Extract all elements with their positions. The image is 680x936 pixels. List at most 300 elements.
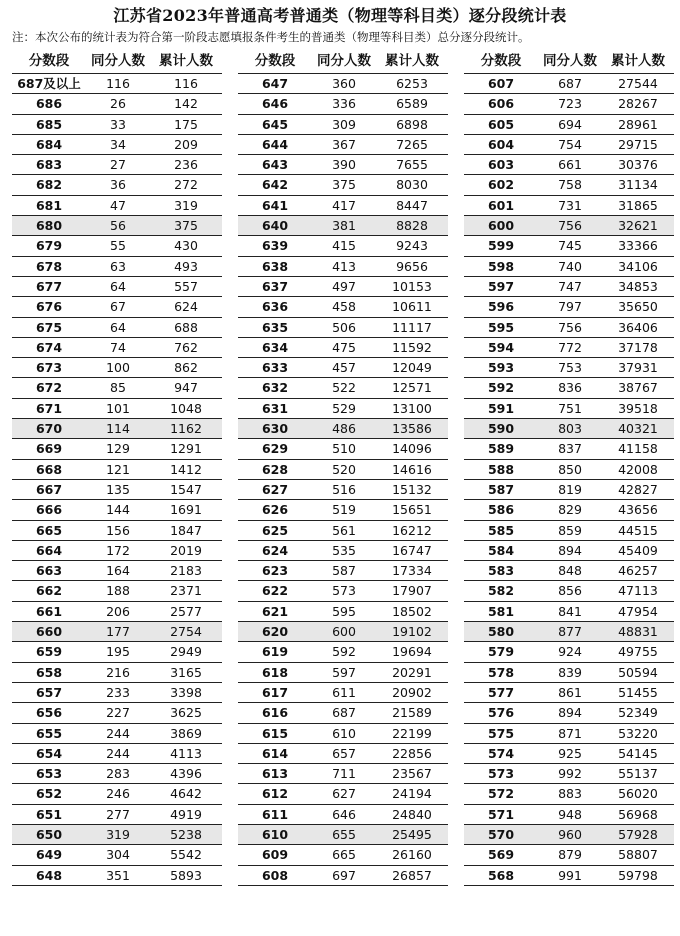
cell-cumulative: 3165 [170,664,202,680]
cell-same-count: 121 [106,461,130,477]
cell-score: 684 [35,136,63,152]
cell-same-count: 848 [558,563,582,579]
cell-same-count: 360 [332,76,356,91]
cell-same-count: 687 [558,76,582,91]
cell-cumulative: 9243 [396,238,428,254]
cell-score: 659 [35,644,63,660]
cell-same-count: 244 [106,725,130,741]
table-row [238,724,448,744]
cell-cumulative: 55137 [618,766,658,782]
cell-cumulative: 30376 [618,157,658,173]
cell-cumulative: 9656 [396,258,428,274]
cell-cumulative: 28961 [618,116,658,132]
table-row [464,845,674,865]
cell-score: 637 [261,278,289,294]
cell-score: 642 [261,177,289,193]
table-row [238,135,448,155]
cell-score: 607 [487,76,515,91]
cell-score: 584 [487,542,515,558]
cell-same-count: 156 [106,522,130,538]
cell-score: 666 [35,502,63,518]
cell-same-count: 114 [106,421,130,437]
cell-cumulative: 38767 [618,380,658,396]
cell-cumulative: 35650 [618,299,658,315]
cell-score: 641 [261,197,289,213]
table-row [12,439,222,459]
score-table-1 [12,50,222,886]
cell-score: 670 [35,421,63,437]
cell-cumulative: 42827 [618,481,658,497]
cell-cumulative: 4919 [170,806,202,822]
cell-cumulative: 13100 [392,400,432,416]
table-row [464,277,674,297]
cell-cumulative: 52349 [618,705,658,721]
cell-same-count: 992 [558,766,582,782]
cell-cumulative: 37178 [618,339,658,355]
cell-score: 678 [35,258,63,274]
cell-cumulative: 862 [174,360,198,376]
cell-cumulative: 33366 [618,238,658,254]
cell-same-count: 129 [106,441,130,457]
cell-same-count: 587 [332,563,356,579]
table-row [238,521,448,541]
cell-same-count: 304 [106,847,130,863]
cell-score: 664 [35,542,63,558]
cell-score: 606 [487,96,515,112]
cell-cumulative: 20902 [392,684,432,700]
cell-same-count: 877 [558,624,582,640]
cell-same-count: 655 [332,826,356,842]
cell-same-count: 600 [332,624,356,640]
cell-score: 598 [487,258,515,274]
cell-cumulative: 319 [174,197,198,213]
table-header [238,50,448,74]
cell-cumulative: 3869 [170,725,202,741]
cell-same-count: 758 [558,177,582,193]
table-row [12,561,222,581]
cell-same-count: 754 [558,136,582,152]
table-row [464,784,674,804]
table-row [464,724,674,744]
cell-score: 654 [35,745,63,761]
cell-score: 605 [487,116,515,132]
cell-score: 578 [487,664,515,680]
cell-same-count: 756 [558,319,582,335]
cell-cumulative: 3625 [170,705,202,721]
table-row [238,825,448,845]
table-row [12,744,222,764]
cell-same-count: 819 [558,481,582,497]
cell-score: 593 [487,360,515,376]
cell-cumulative: 56020 [618,786,658,802]
table-row [464,155,674,175]
cell-score: 676 [35,299,63,315]
table-row [464,642,674,662]
cell-cumulative: 36406 [618,319,658,335]
cell-score: 638 [261,258,289,274]
cell-cumulative: 31865 [618,197,658,213]
table-row [238,744,448,764]
cell-cumulative: 6898 [396,116,428,132]
cell-same-count: 74 [110,339,126,355]
cell-same-count: 991 [558,867,582,883]
header-same-count: 同分人数 [543,53,597,69]
table-row [464,521,674,541]
cell-same-count: 67 [110,299,126,315]
cell-cumulative: 58807 [618,847,658,863]
cell-same-count: 697 [332,867,356,883]
cell-score: 617 [261,684,289,700]
cell-same-count: 177 [106,624,130,640]
cell-cumulative: 7265 [396,136,428,152]
cell-same-count: 85 [110,380,126,396]
table-row [238,784,448,804]
cell-score: 673 [35,360,63,376]
cell-same-count: 64 [110,319,126,335]
cell-cumulative: 26857 [392,867,432,883]
cell-cumulative: 54145 [618,745,658,761]
table-row [238,805,448,825]
cell-score: 603 [487,157,515,173]
table-row [12,642,222,662]
cell-score: 588 [487,461,515,477]
table-row [464,378,674,398]
cell-score: 624 [261,542,289,558]
cell-score: 648 [35,867,63,883]
cell-score: 674 [35,339,63,355]
cell-cumulative: 27544 [618,76,658,91]
cell-same-count: 627 [332,786,356,802]
cell-same-count: 506 [332,319,356,335]
cell-score: 580 [487,624,515,640]
cell-cumulative: 47113 [618,583,658,599]
cell-cumulative: 57928 [618,826,658,842]
cell-score: 656 [35,705,63,721]
cell-score: 675 [35,319,63,335]
cell-same-count: 457 [332,360,356,376]
cell-cumulative: 49755 [618,644,658,660]
cell-same-count: 336 [332,96,356,112]
cell-same-count: 837 [558,441,582,457]
cell-score: 625 [261,522,289,538]
cell-cumulative: 14616 [392,461,432,477]
table-row [12,622,222,642]
page-title: 江苏省2023年普通高考普通类（物理等科目类）逐分段统计表 [113,6,567,25]
table-row [238,74,448,94]
table-row [238,115,448,135]
cell-cumulative: 3398 [170,684,202,700]
cell-same-count: 33 [110,116,126,132]
cell-score: 592 [487,380,515,396]
table-row [464,318,674,338]
cell-same-count: 244 [106,745,130,761]
cell-score: 640 [261,218,289,234]
table-row [238,236,448,256]
cell-cumulative: 430 [174,238,198,254]
cell-same-count: 47 [110,197,126,213]
table-row [464,257,674,277]
cell-score: 591 [487,400,515,416]
cell-cumulative: 17334 [392,563,432,579]
table-row [238,277,448,297]
cell-same-count: 661 [558,157,582,173]
cell-cumulative: 1291 [170,441,202,457]
cell-score: 582 [487,583,515,599]
cell-same-count: 839 [558,664,582,680]
cell-score: 575 [487,725,515,741]
table-row [238,602,448,622]
cell-cumulative: 20291 [392,664,432,680]
cell-cumulative: 175 [174,116,198,132]
cell-same-count: 592 [332,644,356,660]
cell-same-count: 611 [332,684,356,700]
table-row [238,703,448,723]
cell-cumulative: 50594 [618,664,658,680]
cell-same-count: 861 [558,684,582,700]
cell-same-count: 694 [558,116,582,132]
table-row [238,683,448,703]
table-row [12,581,222,601]
table-row [12,541,222,561]
table-row [238,480,448,500]
table-row [464,236,674,256]
cell-cumulative: 24840 [392,806,432,822]
cell-cumulative: 59798 [618,867,658,883]
table-row [12,378,222,398]
table-row [12,480,222,500]
table-row [12,115,222,135]
cell-cumulative: 10153 [392,278,432,294]
cell-score: 590 [487,421,515,437]
cell-score: 680 [35,218,63,234]
table-row [12,500,222,520]
cell-score: 573 [487,766,515,782]
cell-cumulative: 37931 [618,360,658,376]
table-row [12,825,222,845]
table-row [238,338,448,358]
cell-score: 600 [487,218,515,234]
cell-score: 652 [35,786,63,802]
cell-cumulative: 1847 [170,522,202,538]
cell-cumulative: 142 [174,96,198,112]
cell-cumulative: 29715 [618,136,658,152]
cell-cumulative: 22199 [392,725,432,741]
cell-score: 594 [487,339,515,355]
cell-cumulative: 10611 [392,299,432,315]
cell-same-count: 510 [332,441,356,457]
table-row [12,460,222,480]
cell-cumulative: 1547 [170,481,202,497]
cell-cumulative: 42008 [618,461,658,477]
cell-cumulative: 17907 [392,583,432,599]
cell-same-count: 850 [558,461,582,477]
cell-same-count: 803 [558,421,582,437]
cell-score: 586 [487,502,515,518]
cell-cumulative: 45409 [618,542,658,558]
cell-score: 599 [487,238,515,254]
cell-score: 570 [487,826,515,842]
cell-score: 681 [35,197,63,213]
table-row [12,318,222,338]
cell-score: 587 [487,481,515,497]
cell-cumulative: 1048 [170,400,202,416]
table-row [464,561,674,581]
table-row [238,399,448,419]
table-row [12,175,222,195]
cell-score: 655 [35,725,63,741]
cell-score: 621 [261,603,289,619]
table-row [238,318,448,338]
cell-same-count: 195 [106,644,130,660]
cell-same-count: 277 [106,806,130,822]
header-cumulative: 累计人数 [159,53,213,69]
cell-same-count: 924 [558,644,582,660]
cell-same-count: 948 [558,806,582,822]
cell-same-count: 751 [558,400,582,416]
table-row [238,845,448,865]
cell-cumulative: 947 [174,380,198,396]
cell-cumulative: 40321 [618,421,658,437]
table-row [238,419,448,439]
cell-score: 672 [35,380,63,396]
table-row [464,115,674,135]
cell-score: 686 [35,96,63,112]
table-row [464,764,674,784]
table-header [12,50,222,74]
cell-same-count: 116 [106,76,130,91]
cell-score: 679 [35,238,63,254]
cell-score: 687及以上 [17,76,81,91]
table-row [238,663,448,683]
cell-score: 633 [261,360,289,376]
table-row [238,94,448,114]
cell-score: 677 [35,278,63,294]
cell-cumulative: 6253 [396,76,428,91]
cell-same-count: 646 [332,806,356,822]
cell-same-count: 535 [332,542,356,558]
cell-same-count: 233 [106,684,130,700]
cell-same-count: 100 [106,360,130,376]
cell-score: 643 [261,157,289,173]
cell-same-count: 417 [332,197,356,213]
cell-score: 616 [261,705,289,721]
table-row [12,724,222,744]
cell-cumulative: 51455 [618,684,658,700]
cell-cumulative: 24194 [392,786,432,802]
cell-same-count: 723 [558,96,582,112]
cell-cumulative: 31134 [618,177,658,193]
cell-cumulative: 557 [174,278,198,294]
cell-cumulative: 12049 [392,360,432,376]
cell-score: 665 [35,522,63,538]
header-score: 分数段 [254,53,296,69]
cell-score: 657 [35,684,63,700]
cell-score: 645 [261,116,289,132]
cell-same-count: 64 [110,278,126,294]
cell-cumulative: 43656 [618,502,658,518]
table-row [238,175,448,195]
cell-cumulative: 209 [174,136,198,152]
cell-cumulative: 18502 [392,603,432,619]
cell-score: 613 [261,766,289,782]
table-header [464,50,674,74]
table-row [464,216,674,236]
cell-cumulative: 1412 [170,461,202,477]
table-row [12,845,222,865]
cell-same-count: 227 [106,705,130,721]
cell-cumulative: 2754 [170,624,202,640]
cell-score: 662 [35,583,63,599]
cell-score: 574 [487,745,515,761]
score-table-3 [464,50,674,886]
cell-score: 663 [35,563,63,579]
table-row [12,74,222,94]
cell-score: 577 [487,684,515,700]
cell-same-count: 351 [106,867,130,883]
cell-score: 631 [261,400,289,416]
cell-same-count: 894 [558,705,582,721]
cell-same-count: 753 [558,360,582,376]
cell-same-count: 63 [110,258,126,274]
cell-same-count: 836 [558,380,582,396]
cell-same-count: 27 [110,157,126,173]
cell-score: 623 [261,563,289,579]
cell-same-count: 34 [110,136,126,152]
cell-same-count: 925 [558,745,582,761]
cell-score: 601 [487,197,515,213]
cell-score: 634 [261,339,289,355]
cell-score: 632 [261,380,289,396]
cell-cumulative: 34853 [618,278,658,294]
cell-score: 604 [487,136,515,152]
table-row [464,419,674,439]
cell-cumulative: 7655 [396,157,428,173]
cell-cumulative: 4642 [170,786,202,802]
cell-cumulative: 4113 [170,745,202,761]
table-row [464,500,674,520]
cell-same-count: 745 [558,238,582,254]
cell-same-count: 665 [332,847,356,863]
cell-cumulative: 13586 [392,421,432,437]
cell-score: 620 [261,624,289,640]
table-row [12,338,222,358]
table-row [238,764,448,784]
cell-cumulative: 23567 [392,766,432,782]
cell-cumulative: 5893 [170,867,202,883]
cell-same-count: 841 [558,603,582,619]
table-row [12,663,222,683]
table-row [12,805,222,825]
cell-same-count: 520 [332,461,356,477]
cell-same-count: 731 [558,197,582,213]
cell-same-count: 516 [332,481,356,497]
cell-cumulative: 56968 [618,806,658,822]
cell-score: 569 [487,847,515,863]
cell-same-count: 657 [332,745,356,761]
cell-same-count: 519 [332,502,356,518]
cell-score: 669 [35,441,63,457]
table-row [12,277,222,297]
table-row [464,94,674,114]
cell-same-count: 561 [332,522,356,538]
cell-score: 658 [35,664,63,680]
cell-score: 630 [261,421,289,437]
cell-cumulative: 26160 [392,847,432,863]
cell-same-count: 381 [332,218,356,234]
table-row [464,338,674,358]
table-row [464,460,674,480]
table-row [238,439,448,459]
